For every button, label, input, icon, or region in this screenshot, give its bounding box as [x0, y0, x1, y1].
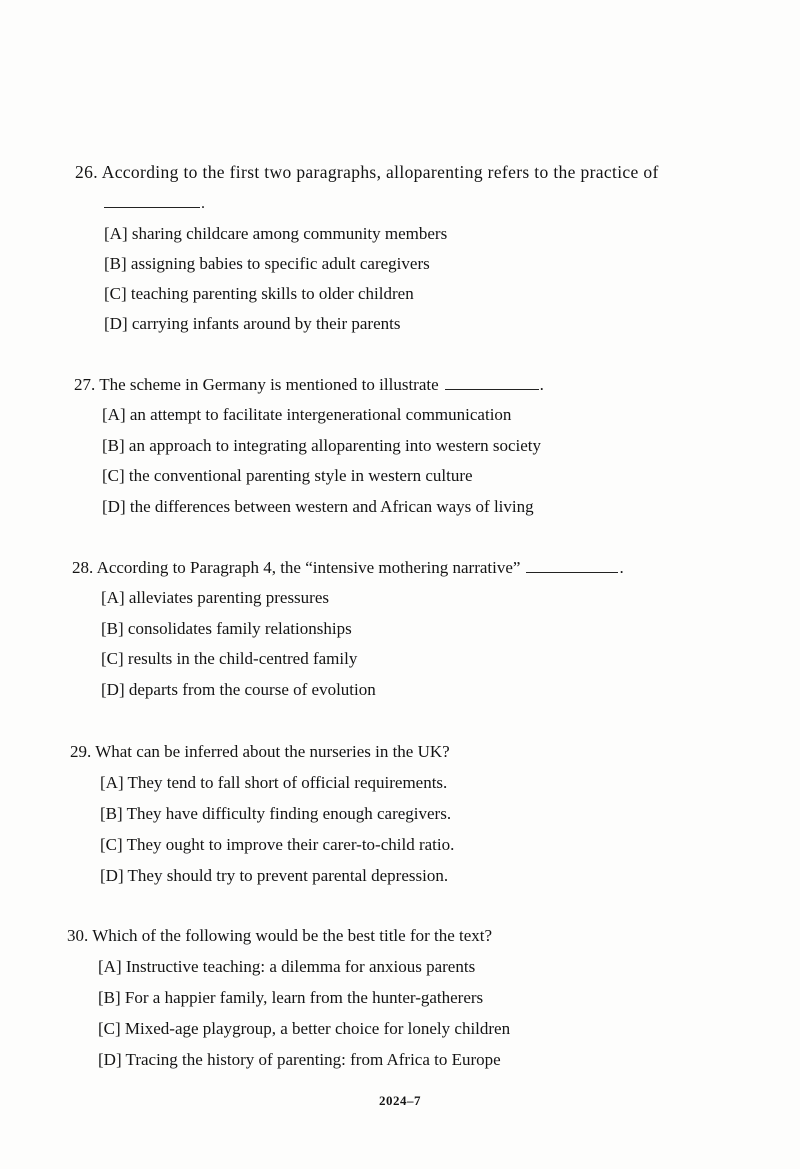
question-28 — [0, 553, 800, 705]
option-c: [C] results in the child-centred family — [101, 649, 358, 668]
option-b: [B] assigning babies to specific adult caregivers — [104, 254, 430, 273]
question-number: 26. — [75, 162, 98, 182]
question-number: 29. — [70, 742, 92, 761]
question-27 — [0, 370, 800, 522]
option-c: [C] the conventional parenting style in western culture — [102, 466, 473, 485]
option-c: [C] teaching parenting skills to older children — [104, 284, 414, 303]
option-d: [D] departs from the course of evolution — [101, 679, 376, 699]
question-text: According to the first two paragraphs, alloparenting refers to the practice of — [101, 162, 659, 182]
question-stem — [74, 370, 800, 400]
question-26 — [0, 157, 800, 333]
option-c: [C] Mixed-age playgroup, a better choice for lonely children — [98, 1019, 511, 1038]
option-a: [A] sharing childcare among community members — [104, 224, 448, 243]
option-a: [A] an attempt to facilitate intergenerational communication — [102, 405, 512, 424]
option-d: [D] Tracing the history of parenting: from Africa to Europe — [98, 1050, 501, 1069]
option-b: [B] For a happier family, learn from the hunter-gatherers — [98, 988, 484, 1007]
question-number: 28. — [72, 558, 94, 577]
options-list — [0, 219, 800, 339]
blank-period: . — [539, 375, 544, 394]
page-number: 2024–7 — [379, 1093, 421, 1108]
blank-period: . — [201, 195, 205, 212]
question-29 — [0, 737, 800, 891]
question-text: The scheme in Germany is mentioned to illustrate — [99, 375, 439, 394]
answer-blank-line — [104, 193, 800, 215]
question-stem — [75, 157, 800, 187]
answer-blank — [445, 375, 539, 390]
question-stem — [67, 921, 800, 951]
question-30 — [0, 921, 800, 1075]
answer-blank — [526, 558, 618, 573]
answer-blank — [104, 193, 200, 208]
question-number: 30. — [67, 926, 89, 945]
option-a: [A] They tend to fall short of official requirements. — [100, 773, 448, 792]
option-b: [B] an approach to integrating alloparenting into western society — [102, 435, 542, 455]
option-c: [C] They ought to improve their carer-to-child ratio. — [100, 835, 455, 854]
option-b: [B] consolidates family relationships — [101, 618, 352, 638]
option-d: [D] carrying infants around by their parents — [104, 314, 401, 333]
question-stem — [72, 553, 800, 583]
question-text: Which of the following would be the best title for the text? — [92, 926, 493, 945]
option-b: [B] They have difficulty finding enough caregivers. — [100, 804, 452, 823]
blank-period: . — [619, 558, 624, 577]
question-number: 27. — [74, 375, 96, 394]
option-a: [A] alleviates parenting pressures — [101, 588, 329, 607]
question-stem — [70, 737, 800, 767]
question-text: According to Paragraph 4, the “intensive mothering narrative” — [96, 558, 521, 577]
option-d: [D] They should try to prevent parental depression. — [100, 866, 449, 885]
option-a: [A] Instructive teaching: a dilemma for anxious parents — [98, 957, 476, 976]
question-text: What can be inferred about the nurseries in the UK? — [95, 742, 450, 761]
option-d: [D] the differences between western and African ways of living — [102, 496, 534, 516]
